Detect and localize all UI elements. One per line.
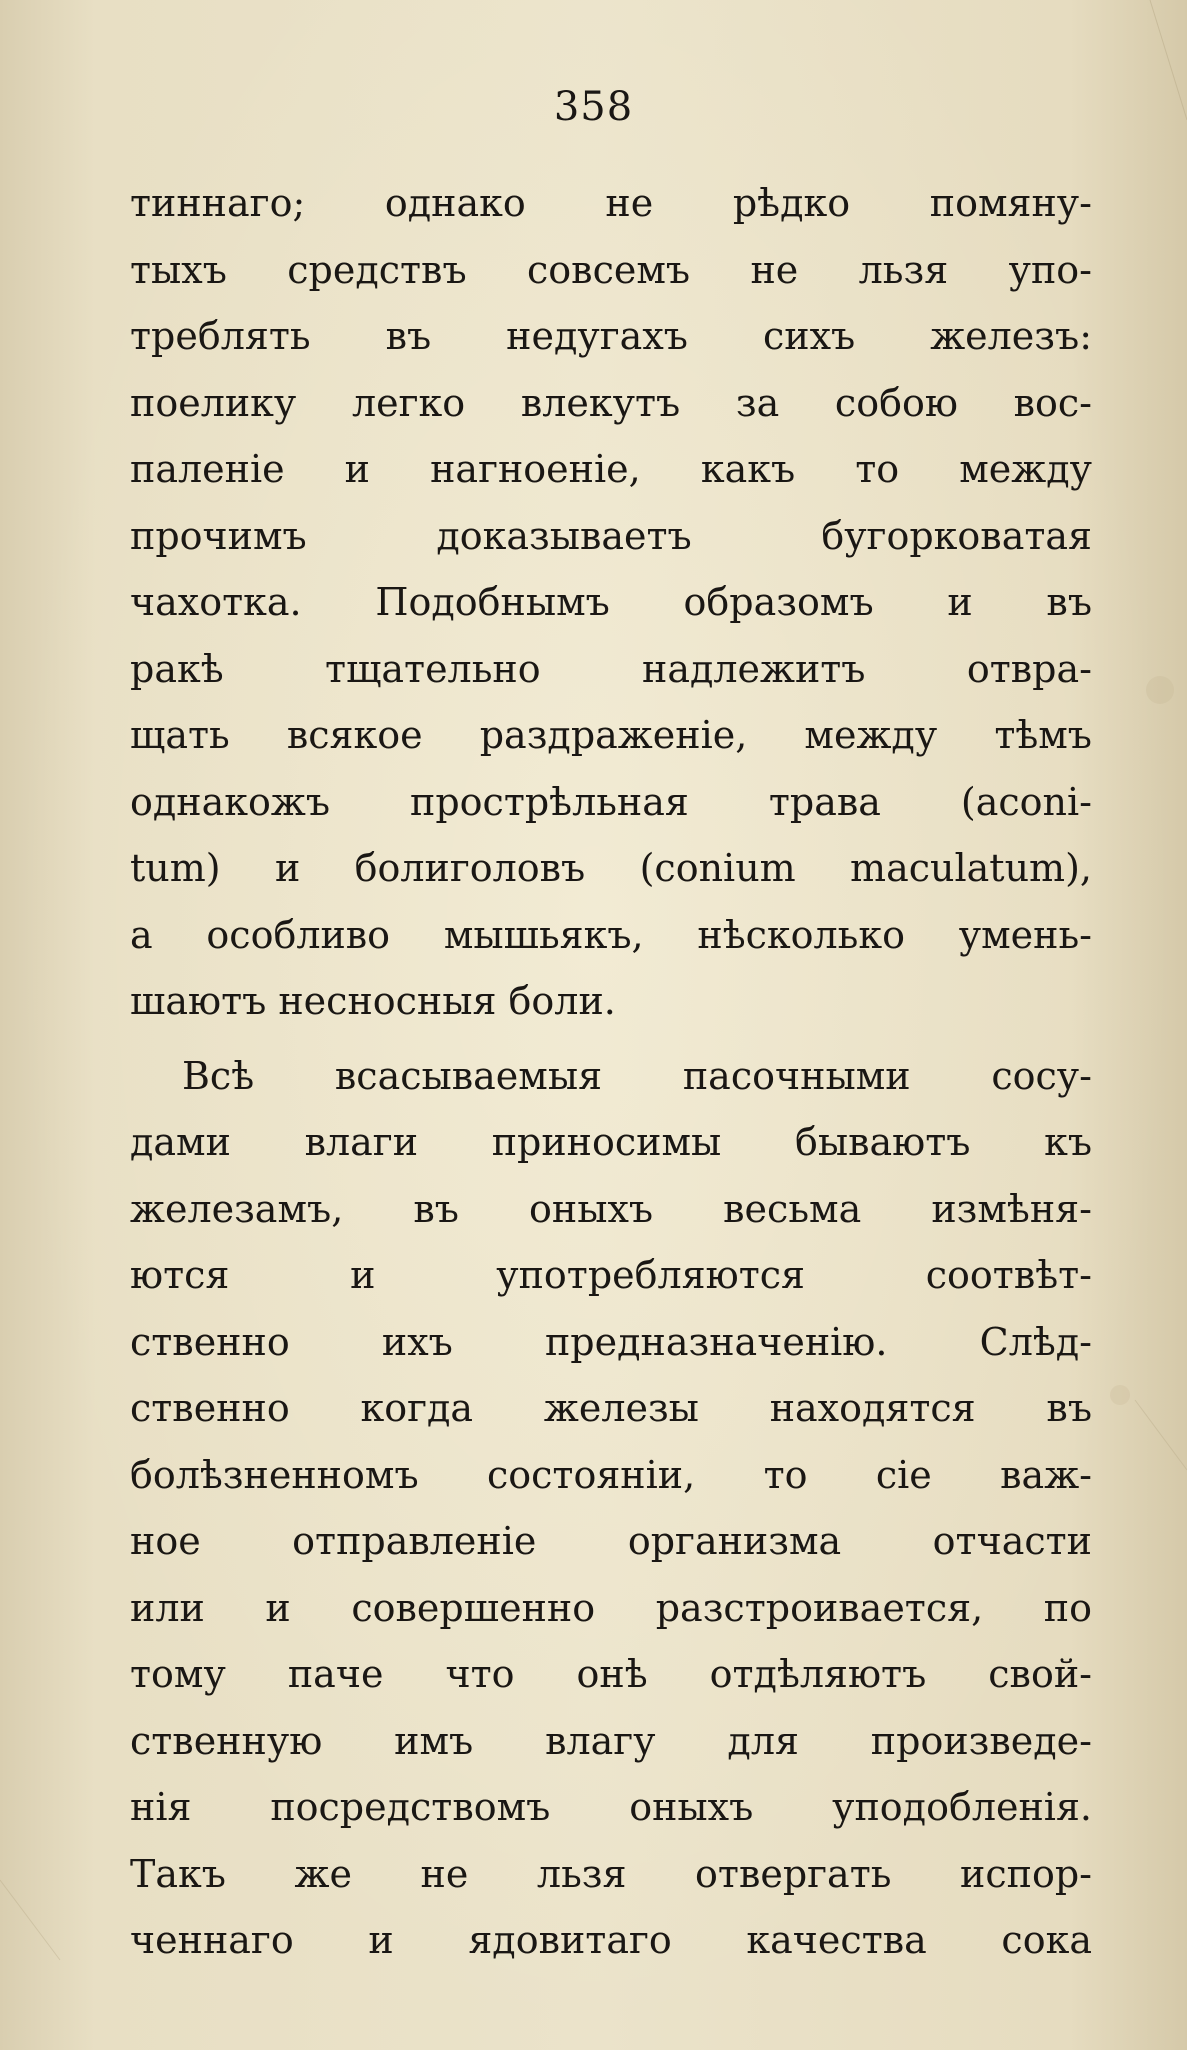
text-line: ное отправленіе организма отчасти <box>130 1519 1092 1563</box>
text-line: чахотка. Подобнымъ образомъ и въ <box>130 580 1092 624</box>
text-line: ются и употребляются соотвѣт- <box>130 1253 1092 1297</box>
text-line: tum) и болиголовъ (conium maculatum), <box>130 846 1092 890</box>
text-line: поелику легко влекутъ за собою вос- <box>130 380 1092 425</box>
text-line: тиннаго; однако не рѣдко помяну- <box>130 181 1092 225</box>
text-line: ственно когда железы находятся въ <box>130 1386 1092 1430</box>
text-line: щать всякое раздраженіе, между тѣмъ <box>130 713 1092 757</box>
paragraph-last-line: шаютъ несносныя боли. <box>130 979 616 1023</box>
text-line: ственную имъ влагу для произведе- <box>130 1718 1092 1763</box>
body-text <box>130 170 1092 1974</box>
text-line: тому паче что онѣ отдѣляютъ свой- <box>130 1652 1092 1696</box>
paragraph-first-line: Всѣ всасываемыя пасочными сосу- <box>182 1053 1092 1098</box>
text-line: тыхъ средствъ совсемъ не льзя упо- <box>130 247 1092 292</box>
text-line: а особливо мышьякъ, нѣсколько умень- <box>130 912 1092 957</box>
text-line: треблять въ недугахъ сихъ железъ: <box>130 314 1092 358</box>
text-line: паленіе и нагноеніе, какъ то между <box>130 447 1092 491</box>
text-line: однакожъ прострѣльная трава (aconi- <box>130 779 1092 824</box>
text-line: болѣзненномъ состояніи, то сіе важ- <box>130 1452 1092 1497</box>
text-line: прочимъ доказываетъ бугорковатая <box>130 513 1092 558</box>
text-line: или и совершенно разстроивается, по <box>130 1585 1092 1630</box>
text-line: ственно ихъ предназначенію. Слѣд- <box>130 1319 1092 1364</box>
text-line: Такъ же не льзя отвергать испор- <box>130 1851 1092 1896</box>
text-line: ракѣ тщательно надлежитъ отвра- <box>130 646 1092 691</box>
text-line: дами влаги приносимы бываютъ къ <box>130 1120 1092 1164</box>
text-line: нія посредствомъ оныхъ уподобленія. <box>130 1785 1092 1829</box>
text-line: железамъ, въ оныхъ весьма измѣня- <box>130 1186 1092 1231</box>
text-line: ченнаго и ядовитаго качества сока <box>130 1918 1092 1962</box>
page-number: 358 <box>553 84 634 130</box>
